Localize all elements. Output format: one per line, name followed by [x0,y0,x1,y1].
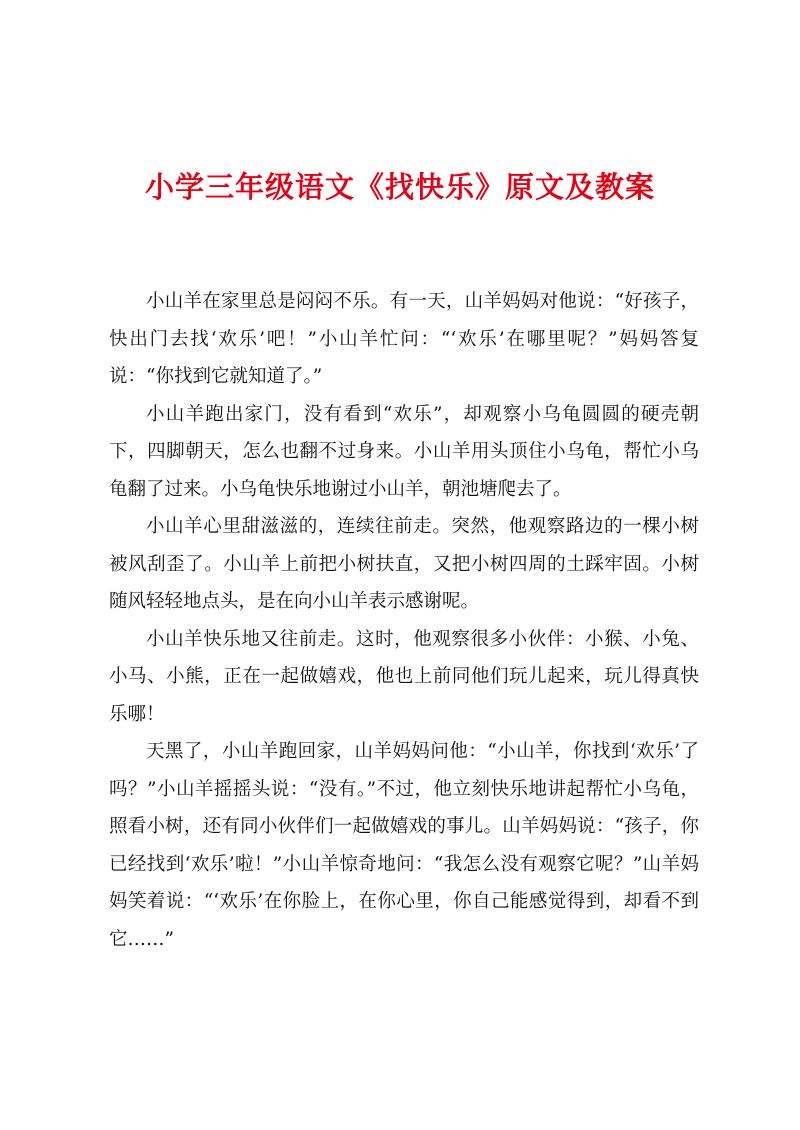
paragraph-5: 天黑了，小山羊跑回家，山羊妈妈问他：“小山羊，你找到‘欢乐’了吗？”小山羊摇摇头说：“没有。”不过，他立刻快乐地讲起帮忙小乌龟，照看小树，还有同小伙伴们一起做嬉戏的事儿。山羊妈妈说：“孩子，你已经找到‘欢乐’啦！”小山羊惊奇地问：“我怎么没有观察它呢？”山羊妈妈笑着说：“‘欢乐’在你脸上，在你心里，你自己能感觉得到，却看不到它……” [109,741,699,950]
document-body [109,283,699,958]
paragraph-3: 小山羊心里甜滋滋的，连续往前走。突然，他观察路边的一棵小树被风刮歪了。小山羊上前把小树扶直，又把小树四周的土踩牢固。小树随风轻轻地点头，是在向小山羊表示感谢呢。 [109,516,699,612]
paragraph-4: 小山羊快乐地又往前走。这时，他观察很多小伙伴：小猴、小兔、小马、小熊，正在一起做嬉戏，他也上前同他们玩儿起来，玩儿得真快乐哪！ [109,628,699,725]
document-title: 小学三年级语文《找快乐》原文及教案 [144,170,655,204]
paragraph-2: 小山羊跑出家门，没有看到“欢乐”，却观察小乌龟圆圆的硬壳朝下，四脚朝天，怎么也翻不过身来。小山羊用头顶住小乌龟，帮忙小乌龟翻了过来。小乌龟快乐地谢过小山羊，朝池塘爬去了。 [109,403,699,500]
paragraph-1: 小山羊在家里总是闷闷不乐。有一天，山羊妈妈对他说：“好孩子，快出门去找‘欢乐’吧！”小山羊忙问：“‘欢乐’在哪里呢？”妈妈答复说：“你找到它就知道了。” [109,291,699,387]
